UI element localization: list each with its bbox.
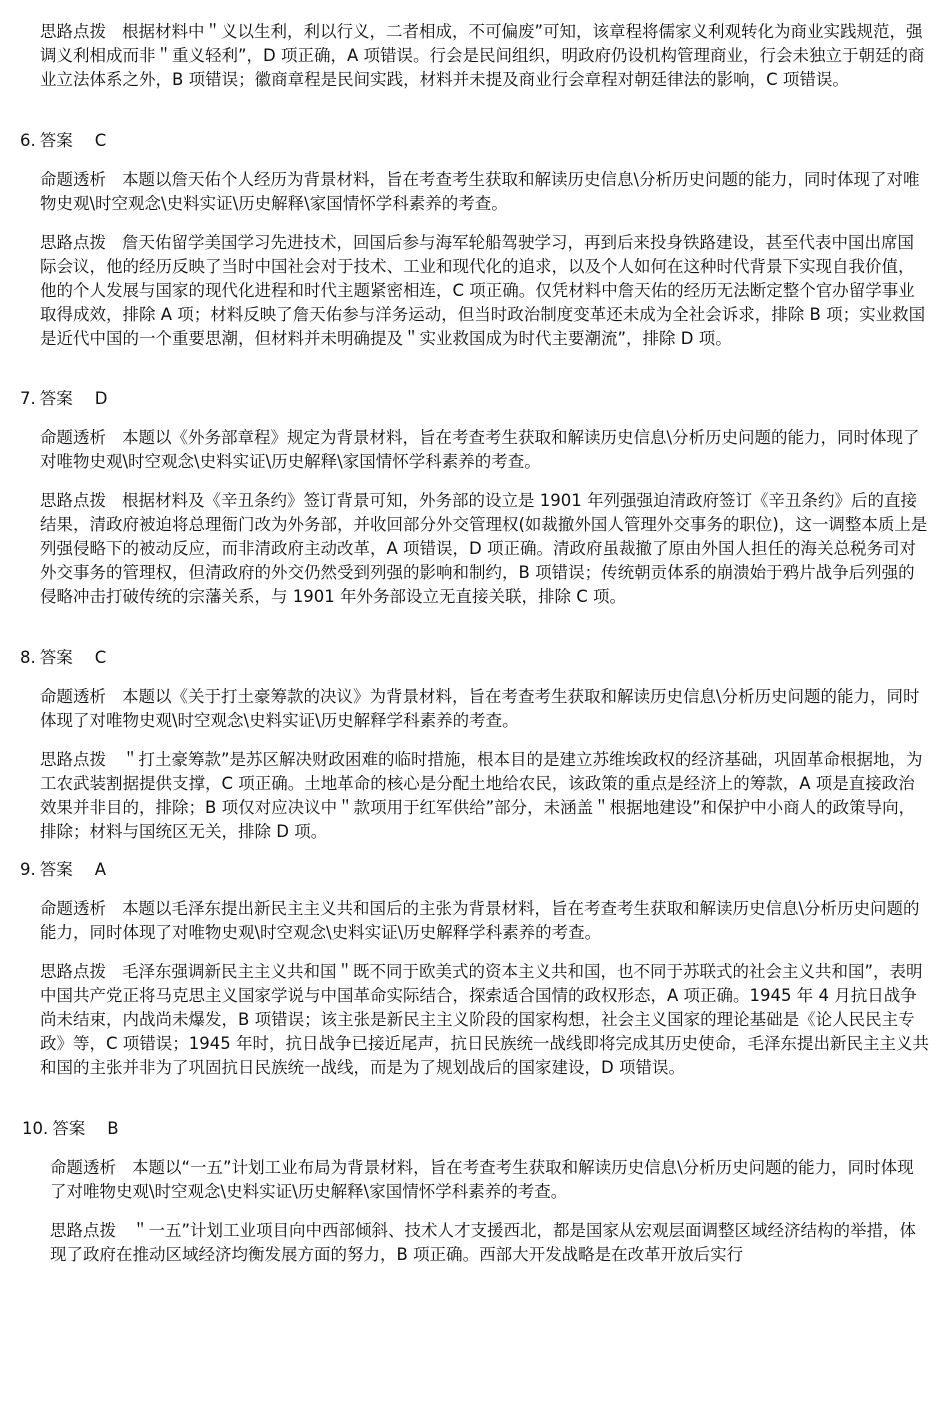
- q8-number: 8.: [20, 648, 36, 667]
- q6-answer-line: [20, 129, 106, 153]
- q6-number: 6.: [20, 131, 36, 150]
- q8-analysis-paragraph: [40, 685, 930, 733]
- answer-label: 答案: [52, 1119, 86, 1138]
- q10-analysis-text: 本题以“一五”计划工业布局为背景材料，旨在考查考生获取和解读历史信息\分析历史问题的能力，同时体现了对唯物史观\时空观念\史料实证\历史解释\家国情怀学科素养的考查。: [50, 1158, 914, 1201]
- analysis-label: 命题透析: [40, 899, 106, 918]
- q5-approach-paragraph: [40, 20, 930, 92]
- q6-approach-paragraph: [40, 231, 930, 351]
- q8-answer-line: [20, 646, 106, 670]
- q8-approach-paragraph: [40, 748, 930, 844]
- approach-label: 思路点拨: [40, 233, 106, 252]
- q9-number: 9.: [20, 860, 36, 879]
- q10-answer-line: [22, 1117, 119, 1141]
- answer-label: 答案: [39, 860, 73, 879]
- q9-approach-text: 毛泽东强调新民主主义共和国＂既不同于欧美式的资本主义共和国，也不同于苏联式的社会主义共和国”，表明中国共产党正将马克思主义国家学说与中国革命实际结合，探索适合国情的政权形态，A 项正确。1945 年 4 月抗日战争尚未结束，内战尚未爆发，B 项错误；该主张是新民主主义阶段的国家构想，社会主义国家的理论基础是《论人民民主专政》等，C 项错误；1945 年时，抗日战争已接近尾声，抗日民族统一战线即将完成其历史使命，毛泽东提出新民主主义共和国的主张并非为了巩固抗日民族统一战线，而是为了规划战后的国家建设，D 项错误。: [40, 962, 930, 1077]
- approach-label: 思路点拨: [40, 962, 106, 981]
- q7-approach-text: 根据材料及《辛丑条约》签订背景可知，外务部的设立是 1901 年列强强迫清政府签订《辛丑条约》后的直接结果，清政府被迫将总理衙门改为外务部，并收回部分外交管理权(如裁撤外国人管理外交事务的职位)，这一调整本质上是列强侵略下的被动反应，而非清政府主动改革，A 项错误，D 项正确。清政府虽裁撤了原由外国人担任的海关总税务司对外交事务的管理权，但清政府的外交仍然受到列强的影响和制约，B 项错误；传统朝贡体系的崩溃始于鸦片战争后列强的侵略冲击打破传统的宗藩关系，与 1901 年外务部设立无直接关联，排除 C 项。: [40, 491, 928, 606]
- q9-answer-value: A: [94, 860, 107, 879]
- analysis-label: 命题透析: [40, 687, 106, 706]
- answer-label: 答案: [39, 389, 73, 408]
- q6-approach-text: 詹天佑留学美国学习先进技术，回国后参与海军轮船驾驶学习，再到后来投身铁路建设，甚至代表中国出席国际会议，他的经历反映了当时中国社会对于技术、工业和现代化的追求，以及个人如何在这种时代背景下实现自我价值，他的个人发展与国家的现代化进程和时代主题紧密相连，C 项正确。仅凭材料中詹天佑的经历无法断定整个官办留学事业取得成效，排除 A 项；材料反映了詹天佑参与洋务运动，但当时政治制度变革还未成为全社会诉求，排除 B 项；实业救国是近代中国的一个重要思潮，但材料并未明确提及＂实业救国成为时代主要潮流”，排除 D 项。: [40, 233, 926, 348]
- q9-answer-line: [20, 858, 106, 882]
- approach-label: 思路点拨: [40, 750, 106, 769]
- q7-approach-paragraph: [40, 489, 930, 609]
- answer-label: 答案: [39, 131, 73, 150]
- q9-analysis-text: 本题以毛泽东提出新民主主义共和国后的主张为背景材料，旨在考查考生获取和解读历史信息\分析历史问题的能力，同时体现了对唯物史观\时空观念\史料实证\历史解释学科素养的考查。: [40, 899, 920, 942]
- analysis-label: 命题透析: [40, 170, 106, 189]
- q10-analysis-paragraph: [50, 1156, 930, 1204]
- q10-answer-value: B: [107, 1119, 119, 1138]
- q7-answer-line: [20, 387, 107, 411]
- q8-answer-value: C: [94, 648, 107, 667]
- q7-answer-value: D: [94, 389, 108, 408]
- q8-approach-text: ＂打土豪筹款”是苏区解决财政困难的临时措施，根本目的是建立苏维埃政权的经济基础，巩固革命根据地，为工农武装割据提供支撑，C 项正确。土地革命的核心是分配土地给农民，该政策的重点是经济上的筹款，A 项是直接政治效果并非目的，排除；B 项仅对应决议中＂款项用于红军供给”部分，未涵盖＂根据地建设”和保护中小商人的政策导向，排除；材料与国统区无关，排除 D 项。: [40, 750, 923, 841]
- q6-analysis-text: 本题以詹天佑个人经历为背景材料，旨在考查考生获取和解读历史信息\分析历史问题的能力，同时体现了对唯物史观\时空观念\史料实证\历史解释\家国情怀学科素养的考查。: [40, 170, 920, 213]
- answer-label: 答案: [39, 648, 73, 667]
- approach-label: 思路点拨: [40, 22, 106, 41]
- q7-analysis-paragraph: [40, 426, 930, 474]
- q7-analysis-text: 本题以《外务部章程》规定为背景材料，旨在考查考生获取和解读历史信息\分析历史问题的能力，同时体现了对唯物史观\时空观念\史料实证\历史解释\家国情怀学科素养的考查。: [40, 428, 920, 471]
- approach-label: 思路点拨: [50, 1221, 116, 1240]
- q10-approach-paragraph: [50, 1219, 930, 1267]
- q9-analysis-paragraph: [40, 897, 930, 945]
- q6-answer-value: C: [94, 131, 107, 150]
- q10-number: 10.: [22, 1119, 49, 1138]
- analysis-label: 命题透析: [50, 1158, 116, 1177]
- q6-analysis-paragraph: [40, 168, 930, 216]
- q8-analysis-text: 本题以《关于打土豪筹款的决议》为背景材料，旨在考查考生获取和解读历史信息\分析历史问题的能力，同时体现了对唯物史观\时空观念\史料实证\历史解释学科素养的考查。: [40, 687, 920, 730]
- analysis-label: 命题透析: [40, 428, 106, 447]
- q9-approach-paragraph: [40, 960, 930, 1080]
- q7-number: 7.: [20, 389, 36, 408]
- approach-label: 思路点拨: [40, 491, 106, 510]
- q10-approach-text: ＂一五”计划工业项目向中西部倾斜、技术人才支援西北，都是国家从宏观层面调整区域经济结构的举措，体现了政府在推动区域经济均衡发展方面的努力，B 项正确。西部大开发战略是在改革开放后实行: [50, 1221, 917, 1264]
- q5-approach-text: 根据材料中＂义以生利，利以行义，二者相成，不可偏废”可知，该章程将儒家义利观转化为商业实践规范，强调义利相成而非＂重义轻利”，D 项正确，A 项错误。行会是民间组织，明政府仍设机构管理商业，行会未独立于朝廷的商业立法体系之外，B 项错误；徽商章程是民间实践，材料并未提及商业行会章程对朝廷律法的影响，C 项错误。: [40, 22, 925, 89]
